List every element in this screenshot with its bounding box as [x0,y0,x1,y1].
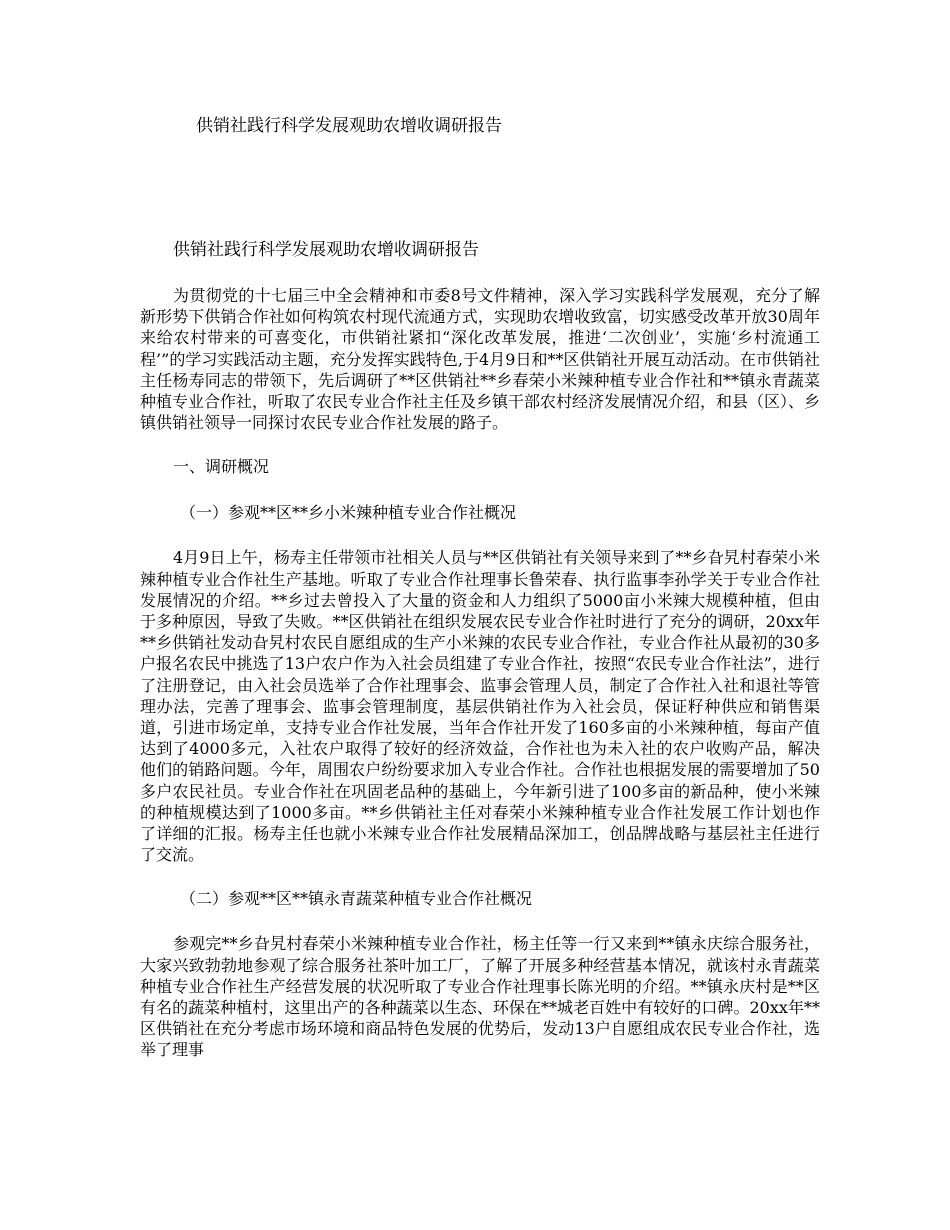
subsection-heading-chili-cooperative: （一）参观**区**乡小米辣种植专业合作社概况 [180,503,517,523]
main-title: 供销社践行科学发展观助农增收调研报告 [173,240,479,260]
document-top-title: 供销社践行科学发展观助农增收调研报告 [196,116,502,136]
vegetable-cooperative-paragraph: 参观完**乡旮旯村春荣小米辣种植专业合作社，杨主任等一行又来到**镇永庆综合服务社，大家兴致勃勃地参观了综合服务社茶叶加工厂，了解了开展多种经营基本情况，就该村永青蔬菜种植专业合作社生产经营发展的状况听取了专业合作社理事长陈光明的介绍。**镇永庆村是**区有名的蔬菜种植村，这里出产的各种蔬菜以生态、环保在**城老百姓中有较好的口碑。20xx年**区供销社在充分考虑市场环境和商品特色发展的优势后，发动13户自愿组成农民专业合作社，选举了理事 [140,934,820,1060]
section-heading-survey-overview: 一、调研概况 [173,457,270,477]
intro-paragraph: 为贯彻党的十七届三中全会精神和市委8号文件精神，深入学习实践科学发展观，充分了解新形势下供销合作社如何构筑农村现代流通方式，实现助农增收致富，切实感受改革开放30周年来给农村带来的可喜变化，市供销社紧扣“深化改革发展，推进‘二次创业’，实施‘乡村流通工程’”的学习实践活动主题，充分发挥实践特色,于4月9日和**区供销社开展互动活动。在市供销社主任杨寿同志的带领下，先后调研了**区供销社**乡春荣小米辣种植专业合作社和**镇永青蔬菜种植专业合作社，听取了农民专业合作社主任及乡镇干部农村经济发展情况介绍，和县（区）、乡镇供销社领导一同探讨农民专业合作社发展的路子。 [140,286,821,433]
document-body [140,237,820,1083]
chili-cooperative-paragraph: 4月9日上午，杨寿主任带领市社相关人员与**区供销社有关领导来到了**乡旮旯村春荣小米辣种植专业合作社生产基地。听取了专业合作社理事长鲁荣春、执行监事李孙学关于专业合作社发展情况的介绍。**乡过去曾投入了大量的资金和人力组织了5000亩小米辣大规模种植，但由于多种原因，导致了失败。**区供销社在组织发展农民专业合作社时进行了充分的调研，20xx年**乡供销社发动旮旯村农民自愿组成的生产小米辣的农民专业合作社，专业合作社从最初的30多户报名农民中挑选了13户农户作为入社会员组建了专业合作社，按照“农民专业合作社法”，进行了注册登记，由入社会员选举了合作社理事会、监事会管理人员，制定了合作社入社和退社等管理办法，完善了理事会、监事会管理制度，基层供销社作为入社会员，保证籽种供应和销售渠道，引进市场定单，支持专业合作社发展，当年合作社开发了160多亩的小米辣种植，每亩产值达到了4000多元，入社农户取得了较好的经济效益，合作社也为未入社的农户收购产品，解决他们的销路问题。今年，周围农户纷纷要求加入专业合作社。合作社也根据发展的需要增加了50多户农民社员。专业合作社在巩固老品种的基础上，今年新引进了100多亩的新品种，使小米辣的种植规模达到了1000多亩。**乡供销社主任对春荣小米辣种植专业合作社发展工作计划也作了详细的汇报。杨寿主任也就小米辣专业合作社发展精品深加工，创品牌战略与基层社主任进行了交流。 [140,548,820,865]
subsection-heading-vegetable-cooperative: （二）参观**区**镇永青蔬菜种植专业合作社概况 [180,889,533,909]
